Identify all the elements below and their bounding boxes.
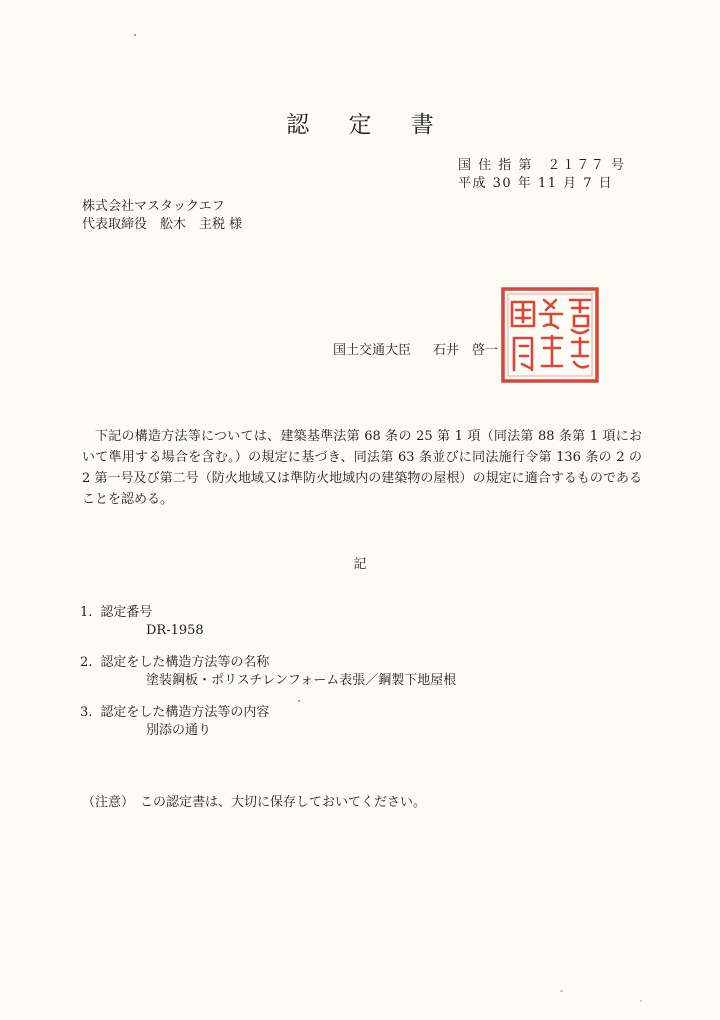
- list-item: [80, 654, 456, 690]
- item-value: 別添の通り: [146, 723, 212, 738]
- list-item: [80, 604, 456, 640]
- list-item: [80, 704, 456, 740]
- item-value: 塗装鋼板・ポリスチレンフォーム表張／鋼製下地屋根: [146, 673, 457, 688]
- ki-heading: 記: [353, 557, 367, 572]
- notice: [82, 791, 426, 810]
- item-number: 1.: [80, 605, 93, 620]
- scan-speck: [298, 700, 300, 702]
- reference-number: 国 住 指 第 ２１７７ 号: [458, 158, 626, 173]
- certification-body: 下記の構造方法等については、建築基準法第 68 条の 25 第 1 項（同法第 88 条第 1 項において準用する場合を含む。）の規定に基づき、同法第 63 条並びに同法施行令第 136 条の 2 の 2 第一号及び第二号（防火地域又は準防火地域内の建築物の屋根）の規定に適合するものであることを認める。: [82, 429, 642, 507]
- issuer-name: 石井 啓一: [433, 343, 499, 358]
- official-seal-icon: [500, 286, 600, 384]
- scan-speck: [640, 1000, 642, 1002]
- addressee-block: [82, 198, 242, 234]
- issuer-block: [333, 339, 498, 358]
- item-label: 認定をした構造方法等の名称: [100, 655, 270, 670]
- issuer-title: 国土交通大臣: [333, 343, 412, 358]
- addressee-representative: 代表取締役 舩木 主税 様: [82, 217, 243, 232]
- reference-block: [458, 157, 626, 193]
- scan-speck: [560, 990, 563, 992]
- item-number: 3.: [80, 705, 93, 720]
- notice-label: （注意）: [82, 795, 135, 810]
- document-title: 認 定 書: [286, 112, 450, 138]
- item-label: 認定をした構造方法等の内容: [100, 705, 270, 720]
- scan-speck: [134, 34, 136, 36]
- item-label: 認定番号: [100, 605, 153, 620]
- item-value: DR-1958: [146, 623, 204, 638]
- item-number: 2.: [80, 655, 93, 670]
- items-list: [80, 604, 456, 754]
- notice-text: この認定書は、大切に保存しておいてください。: [140, 795, 427, 810]
- addressee-company: 株式会社マスタックエフ: [82, 199, 225, 214]
- issue-date: 平成 30 年 11 月 7 日: [458, 176, 614, 191]
